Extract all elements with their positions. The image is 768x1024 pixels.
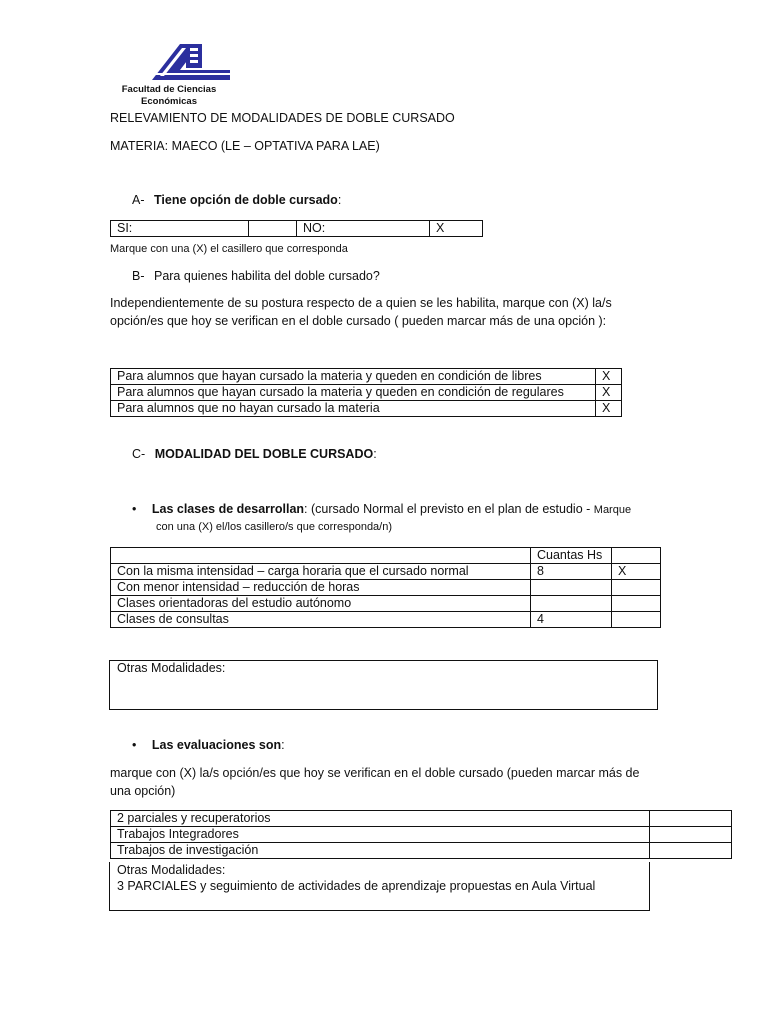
hours-input[interactable]: 8 [531, 564, 612, 580]
faculty-logo [110, 38, 220, 110]
evaluaciones-table [110, 810, 732, 859]
option-checkbox[interactable]: X [596, 401, 622, 417]
section-b-table [110, 368, 622, 417]
evaluaciones-title: Las evaluaciones son [151, 738, 282, 752]
evaluaciones-instruction-1: marque con (X) la/s opción/es que hoy se verifican en el doble cursado (pueden marcar más de [110, 766, 640, 780]
table-row [111, 401, 622, 417]
clases-bullet-line [132, 502, 631, 516]
modality-checkbox[interactable] [612, 580, 661, 596]
clases-table [110, 547, 661, 628]
section-b-letter: B- [132, 269, 145, 283]
si-checkbox[interactable] [249, 221, 297, 237]
table-row [111, 612, 661, 628]
table-header-row [111, 548, 661, 564]
modality-label: Clases orientadoras del estudio autónomo [111, 596, 531, 612]
bullet-icon: • [132, 738, 137, 752]
table-row [111, 827, 732, 843]
hours-header: Cuantas Hs [531, 548, 612, 564]
table-row [111, 843, 732, 859]
bullet-icon: • [132, 502, 137, 516]
modality-label: Con menor intensidad – reducción de horas [111, 580, 531, 596]
option-checkbox[interactable]: X [596, 385, 622, 401]
evaluaciones-instruction-2: una opción) [110, 784, 176, 798]
table-row [111, 369, 622, 385]
option-label: Para alumnos que no hayan cursado la materia [111, 401, 596, 417]
option-label: Para alumnos que hayan cursado la materia y queden en condición de libres [111, 369, 596, 385]
section-a-table [110, 220, 483, 237]
mark-header [612, 548, 661, 564]
section-a-letter: A- [132, 193, 145, 207]
clases-title: Las clases de desarrollan [151, 502, 305, 516]
evaluaciones-otras-value: 3 PARCIALES y seguimiento de actividades de aprendizaje propuestas en Aula Virtual [117, 879, 596, 893]
evaluaciones-otras-label: Otras Modalidades: [117, 863, 226, 877]
section-c-title: MODALIDAD DEL DOBLE CURSADO [154, 447, 374, 461]
clases-desc-small: Marque [593, 504, 632, 516]
table-row [111, 580, 661, 596]
table-row [111, 564, 661, 580]
section-b-heading [132, 269, 380, 283]
section-c-colon: : [373, 447, 377, 461]
evaluaciones-bullet-line [132, 738, 285, 752]
header-empty-cell [111, 548, 531, 564]
table-row [111, 596, 661, 612]
section-c-letter: C- [132, 447, 146, 461]
modality-label: Clases de consultas [111, 612, 531, 628]
otras-modalidades-label: Otras Modalidades: [117, 661, 226, 675]
section-a-note: Marque con una (X) el casillero que corresponda [110, 243, 348, 255]
section-b-instruction-1: Independientemente de su postura respecto de a quien se les habilita, marque con (X) la/s [110, 296, 612, 310]
evaluaciones-colon: : [281, 738, 285, 752]
table-row [111, 385, 622, 401]
hours-input[interactable] [531, 580, 612, 596]
evaluation-checkbox[interactable] [650, 811, 732, 827]
page-title: RELEVAMIENTO DE MODALIDADES DE DOBLE CURSADO [110, 111, 455, 125]
logo-line-1: Facultad de Ciencias [121, 84, 217, 95]
section-a-title: Tiene opción de doble cursado [153, 193, 338, 207]
section-a-colon: : [337, 193, 342, 207]
evaluaciones-otras-box[interactable] [109, 862, 650, 911]
otras-modalidades-box[interactable] [109, 660, 658, 710]
hours-input[interactable]: 4 [531, 612, 612, 628]
section-c-heading [132, 447, 377, 461]
faculty-logo-icon [146, 40, 236, 85]
option-label: Para alumnos que hayan cursado la materia y queden en condición de regulares [111, 385, 596, 401]
evaluation-label: Trabajos Integradores [111, 827, 650, 843]
modality-checkbox[interactable] [612, 596, 661, 612]
option-checkbox[interactable]: X [596, 369, 622, 385]
subject-line: MATERIA: MAECO (LE – OPTATIVA PARA LAE) [110, 139, 380, 153]
evaluation-label: Trabajos de investigación [111, 843, 650, 859]
modality-checkbox[interactable] [612, 612, 661, 628]
evaluation-label: 2 parciales y recuperatorios [111, 811, 650, 827]
logo-line-2: Económicas [141, 96, 197, 107]
evaluation-checkbox[interactable] [650, 827, 732, 843]
clases-desc: : (cursado Normal el previsto en el plan de estudio - [304, 502, 594, 516]
section-b-instruction-2: opción/es que hoy se verifican en el doble cursado ( pueden marcar más de una opción ): [110, 314, 607, 328]
si-label-cell: SI: [111, 221, 249, 237]
modality-checkbox[interactable]: X [612, 564, 661, 580]
hours-input[interactable] [531, 596, 612, 612]
no-label-cell: NO: [297, 221, 430, 237]
modality-label: Con la misma intensidad – carga horaria que el cursado normal [111, 564, 531, 580]
section-b-title: Para quienes habilita del doble cursado? [153, 269, 380, 283]
evaluation-checkbox[interactable] [650, 843, 732, 859]
section-a-heading [132, 193, 341, 207]
no-checkbox[interactable]: X [430, 221, 483, 237]
table-row [111, 811, 732, 827]
clases-desc-line-2: con una (X) el/los casillero/s que corresponda/n) [156, 521, 393, 533]
